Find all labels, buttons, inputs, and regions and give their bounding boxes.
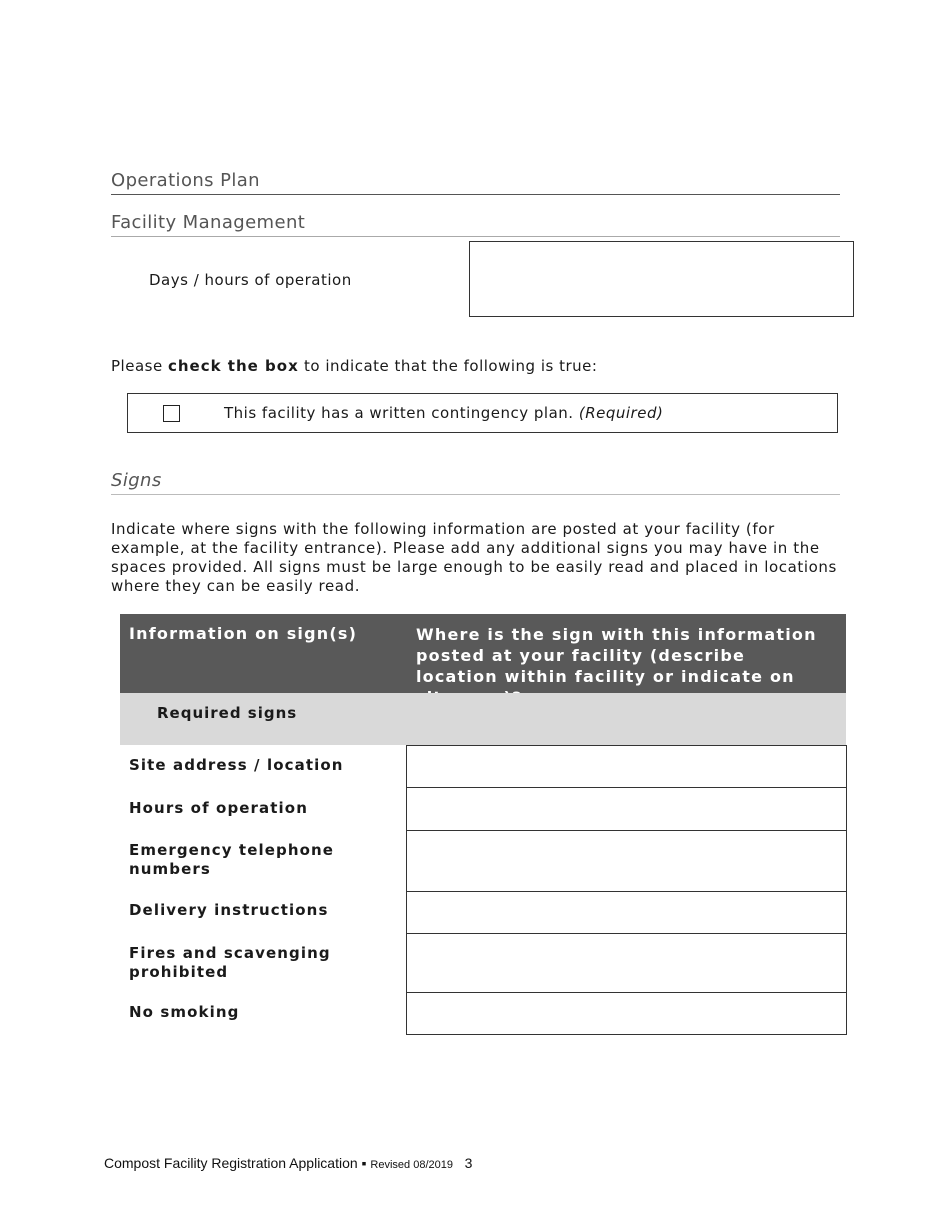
hours-of-operation-sign-field[interactable] bbox=[406, 787, 847, 831]
row-label-hours-of-operation: Hours of operation bbox=[129, 799, 308, 817]
row-label-emergency-telephone: Emergency telephone numbers bbox=[129, 841, 335, 878]
check-instruction: Please check the box to indicate that the following is true: bbox=[111, 357, 598, 375]
section-title-operations-plan: Operations Plan bbox=[111, 170, 840, 195]
required-signs-band bbox=[120, 693, 846, 745]
hours-of-operation-field[interactable] bbox=[469, 241, 854, 317]
header-information-on-signs: Information on sign(s) bbox=[129, 624, 358, 643]
contingency-plan-row bbox=[127, 393, 838, 433]
site-address-location-field[interactable] bbox=[406, 745, 847, 788]
hours-of-operation-label: Days / hours of operation bbox=[149, 271, 352, 289]
row-label-no-smoking: No smoking bbox=[129, 1003, 240, 1021]
section-title-signs: Signs bbox=[111, 470, 840, 495]
emergency-telephone-sign-field[interactable] bbox=[406, 830, 847, 892]
signs-instructions: Indicate where signs with the following information are posted at your facility (for example, at the facility entrance). Please add any additional signs you may have in the spaces provided. All signs must be large enough to be easily read and placed in locations where they can be easily read. bbox=[111, 520, 837, 595]
footer-title: Compost Facility Registration Application bbox=[104, 1155, 358, 1171]
section-title-facility-management: Facility Management bbox=[111, 212, 840, 237]
delivery-instructions-sign-field[interactable] bbox=[406, 891, 847, 934]
no-smoking-sign-field[interactable] bbox=[406, 992, 847, 1035]
header-sign-location: Where is the sign with this information posted at your facility (describe location within facility or indicate on bbox=[416, 625, 817, 686]
footer-page-number: 3 bbox=[464, 1155, 473, 1171]
row-label-site-address: Site address / location bbox=[129, 756, 344, 774]
page-footer bbox=[104, 1155, 472, 1171]
required-signs-label: Required signs bbox=[157, 704, 298, 722]
footer-bullet: ▪ bbox=[361, 1155, 367, 1171]
contingency-plan-checkbox[interactable] bbox=[163, 405, 180, 422]
footer-revised: Revised 08/2019 bbox=[370, 1159, 453, 1171]
fires-scavenging-sign-field[interactable] bbox=[406, 933, 847, 993]
contingency-plan-label: This facility has a written contingency plan. (Required) bbox=[224, 404, 664, 422]
row-label-delivery-instructions: Delivery instructions bbox=[129, 901, 329, 919]
signs-table-header bbox=[120, 614, 846, 693]
row-label-fires-scavenging: Fires and scavenging prohibited bbox=[129, 944, 331, 981]
